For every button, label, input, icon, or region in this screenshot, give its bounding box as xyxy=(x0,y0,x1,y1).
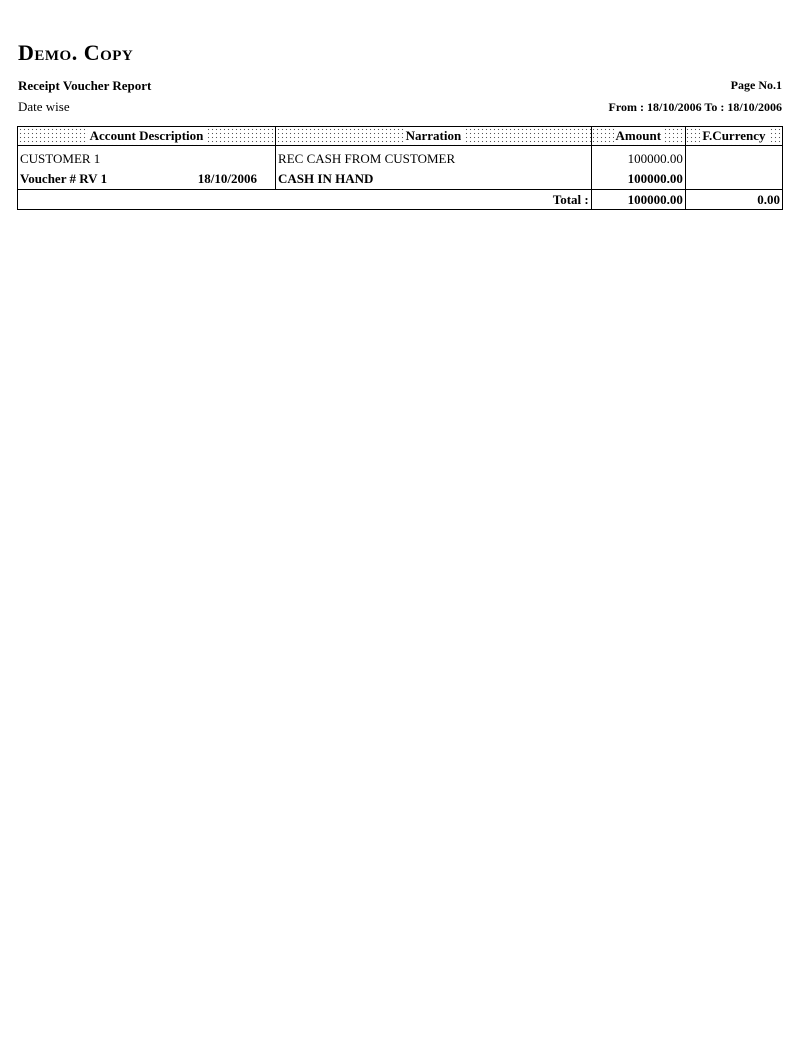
report-title: Receipt Voucher Report xyxy=(18,78,152,93)
date-range: From : 18/10/2006 To : 18/10/2006 xyxy=(608,100,782,114)
total-blank-cell xyxy=(18,190,276,210)
report-table xyxy=(17,126,783,210)
table-header-row xyxy=(18,127,783,146)
total-amount: 100000.00 xyxy=(591,190,685,210)
total-label: Total : xyxy=(276,190,592,210)
company-name: Demo. Copy xyxy=(18,40,134,65)
voucher-cell xyxy=(18,169,276,190)
report-subtitle: Date wise xyxy=(18,99,70,114)
column-header-amount: Amount xyxy=(591,127,685,146)
narration-cell: REC CASH FROM CUSTOMER xyxy=(276,146,592,170)
fcurrency-cell xyxy=(685,146,782,170)
voucher-narration: CASH IN HAND xyxy=(276,169,592,190)
voucher-date: 18/10/2006 xyxy=(197,171,258,186)
voucher-number: Voucher # RV 1 xyxy=(20,171,108,186)
column-header-narration: Narration xyxy=(276,127,592,146)
column-header-account: Account Description xyxy=(18,127,276,146)
amount-cell: 100000.00 xyxy=(591,146,685,170)
table-row xyxy=(18,146,783,170)
total-row xyxy=(18,190,783,210)
page-number: Page No.1 xyxy=(730,78,782,92)
voucher-amount: 100000.00 xyxy=(591,169,685,190)
voucher-row xyxy=(18,169,783,190)
account-cell: CUSTOMER 1 xyxy=(18,146,276,170)
total-fcurrency: 0.00 xyxy=(685,190,782,210)
voucher-fcurrency xyxy=(685,169,782,190)
column-header-fcurrency: F.Currency xyxy=(685,127,782,146)
